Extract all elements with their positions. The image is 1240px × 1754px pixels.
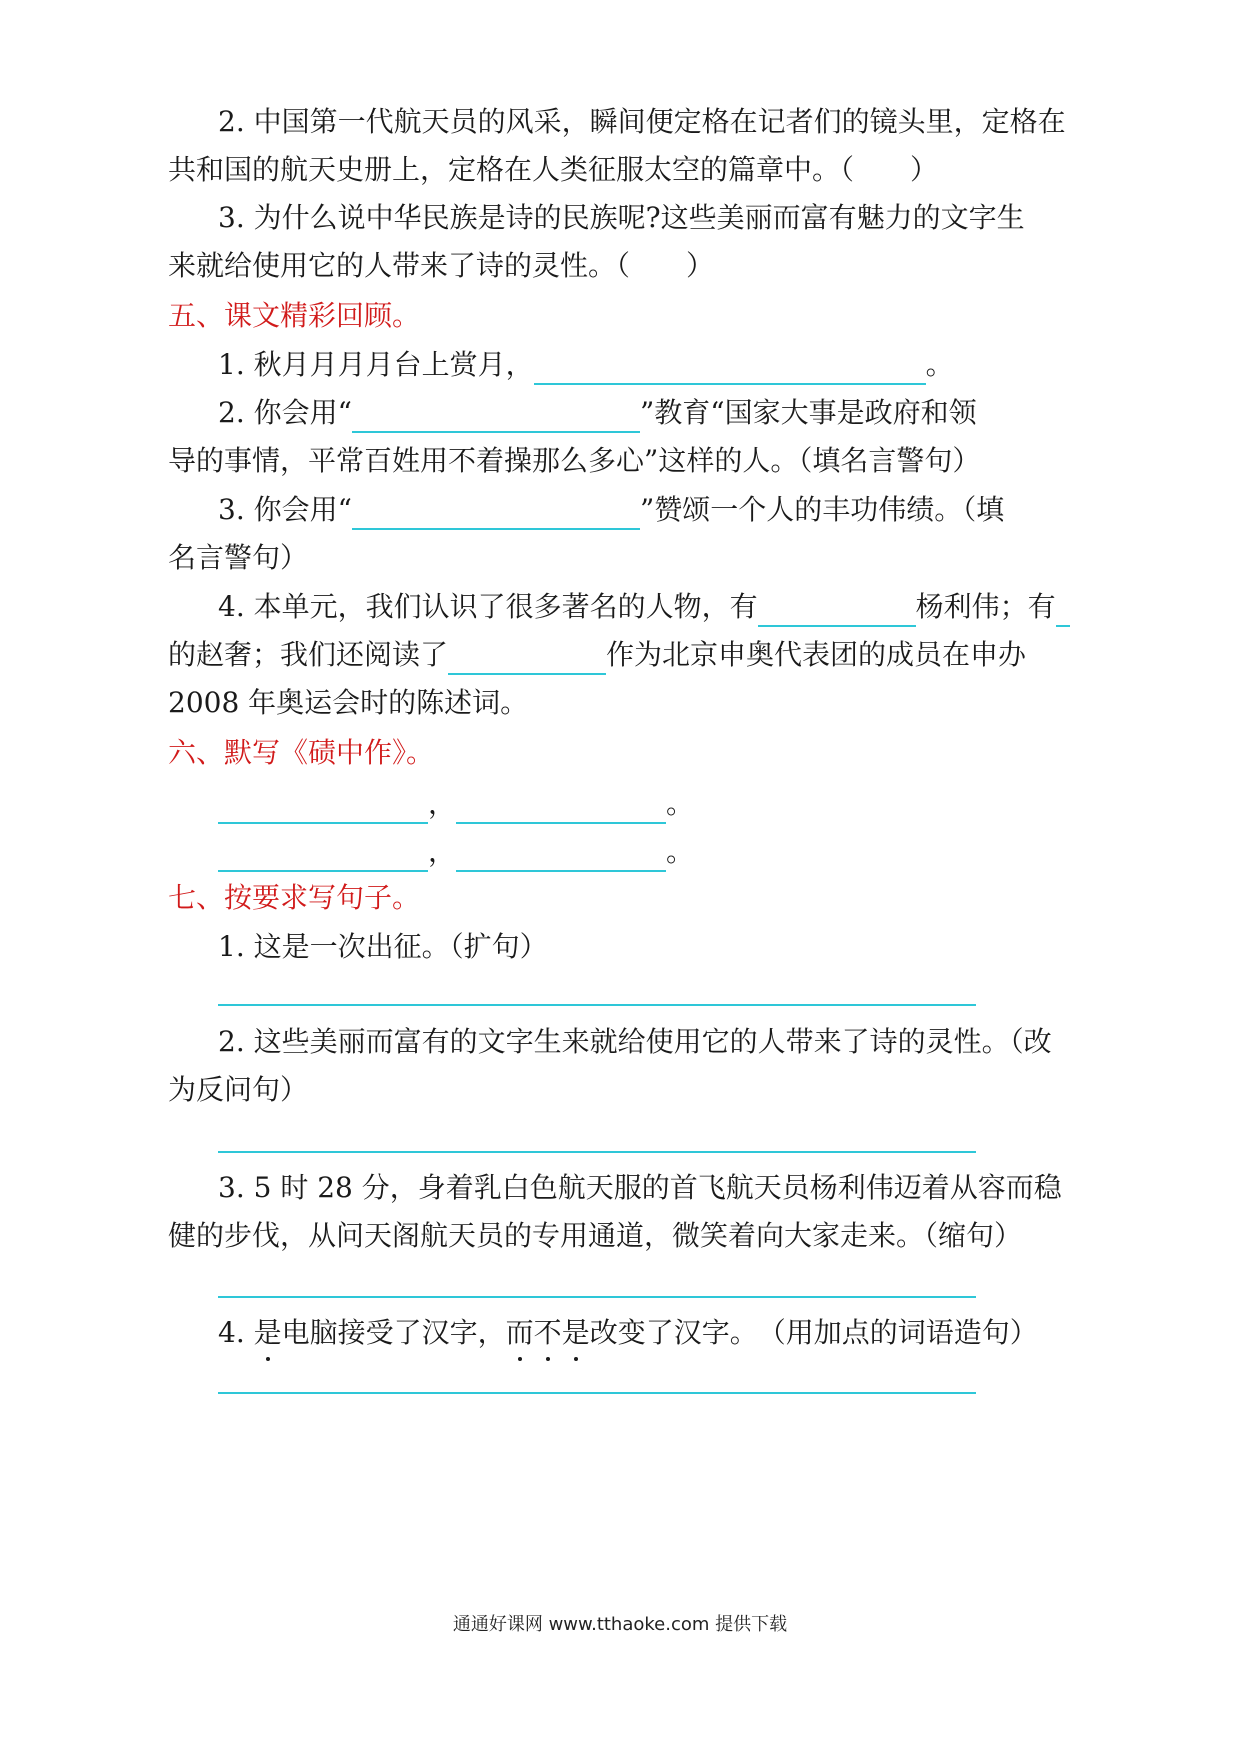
answer-blank[interactable] bbox=[218, 792, 428, 824]
answer-blank[interactable] bbox=[456, 840, 666, 872]
answer-blank[interactable] bbox=[352, 401, 640, 433]
answer-line[interactable] bbox=[218, 1004, 976, 1006]
section5-item4-a: 4. 本单元，我们认识了很多著名的人物，有 bbox=[218, 590, 758, 623]
poem-comma: ， bbox=[428, 787, 457, 820]
answer-line[interactable] bbox=[218, 1296, 976, 1298]
section7-item3-line2: 健的步伐，从问天阁航天员的专用通道，微笑着向大家走来。（缩句） bbox=[168, 1219, 1023, 1252]
section5-item1-suffix: 。 bbox=[925, 348, 954, 381]
answer-blank[interactable] bbox=[534, 353, 926, 385]
answer-blank[interactable] bbox=[448, 643, 606, 675]
section7-item1: 1. 这是一次出征。（扩句） bbox=[218, 930, 548, 963]
section5-item4-d: 作为北京申奥代表团的成员在申办 bbox=[606, 638, 1027, 671]
answer-blank[interactable] bbox=[758, 595, 916, 627]
poem-period: 。 bbox=[666, 787, 695, 820]
section5-item2-line2: 导的事情，平常百姓用不着操那么多心”这样的人。（填名言警句） bbox=[168, 444, 981, 477]
section7-item4-rest: 改变了汉字。 （用加点的词语造句） bbox=[589, 1316, 1038, 1349]
q4-item2-line1: 2. 中国第一代航天员的风采，瞬间便定格在记者们的镜头里，定格在 bbox=[218, 105, 1066, 138]
page-footer: 通通好课网 www.tthaoke.com 提供下载 bbox=[452, 1614, 788, 1635]
q4-item3-line1: 3. 为什么说中华民族是诗的民族呢?这些美丽而富有魅力的文字生 bbox=[218, 201, 1025, 234]
section7-item4 bbox=[218, 1313, 1038, 1353]
section5-item3-suffix: ”赞颂一个人的丰功伟绩。（填 bbox=[639, 493, 1005, 526]
section5-item3-line2: 名言警句） bbox=[168, 541, 309, 574]
section7-item3-line1: 3. 5 时 28 分，身着乳白色航天服的首飞航天员杨利伟迈着从容而稳 bbox=[218, 1171, 1062, 1204]
emphasis-dot-char: 是 bbox=[562, 1313, 590, 1353]
answer-line[interactable] bbox=[218, 1151, 976, 1153]
answer-blank[interactable] bbox=[1056, 595, 1070, 627]
section5-item1-prefix: 1. 秋月月月月台上赏月， bbox=[218, 348, 534, 381]
section6-heading: 六、默写《碛中作》。 bbox=[168, 736, 435, 769]
answer-blank[interactable] bbox=[218, 840, 428, 872]
section5-item2 bbox=[218, 393, 977, 433]
section5-heading: 五、课文精彩回顾。 bbox=[168, 299, 421, 332]
answer-blank[interactable] bbox=[352, 498, 640, 530]
section7-heading: 七、按要求写句子。 bbox=[168, 881, 421, 914]
section7-item4-text: 电脑接受了汉字， bbox=[281, 1316, 506, 1349]
section5-item4-line2 bbox=[168, 635, 1026, 675]
poem-line-1 bbox=[218, 784, 694, 824]
section5-item4-c: 的赵奢；我们还阅读了 bbox=[168, 638, 449, 671]
emphasis-dot-char: 不 bbox=[534, 1313, 562, 1353]
section7-item2-line1: 2. 这些美丽而富有的文字生来就给使用它的人带来了诗的灵性。（改 bbox=[218, 1025, 1052, 1058]
section5-item4-line3: 2008 年奥运会时的陈述词。 bbox=[168, 686, 529, 719]
section5-item4-line1 bbox=[218, 587, 1070, 627]
poem-comma: ， bbox=[428, 835, 457, 868]
section5-item2-prefix: 2. 你会用“ bbox=[218, 396, 352, 429]
section5-item1 bbox=[218, 345, 954, 385]
emphasis-dot-char: 而 bbox=[506, 1313, 534, 1353]
answer-blank[interactable] bbox=[456, 792, 666, 824]
section5-item4-b: 杨利伟；有 bbox=[915, 590, 1056, 623]
answer-line[interactable] bbox=[218, 1392, 976, 1394]
emphasis-dot-char: 是 bbox=[254, 1313, 282, 1353]
section5-item3-prefix: 3. 你会用“ bbox=[218, 493, 352, 526]
q4-item3-line2: 来就给使用它的人带来了诗的灵性。（ ） bbox=[168, 249, 715, 282]
section5-item3 bbox=[218, 490, 1004, 530]
poem-period: 。 bbox=[666, 835, 695, 868]
q4-item2-line2: 共和国的航天史册上，定格在人类征服太空的篇章中。（ ） bbox=[168, 153, 939, 186]
poem-line-2 bbox=[218, 832, 694, 872]
section7-item4-number: 4. bbox=[218, 1316, 254, 1349]
section7-item2-line2: 为反问句） bbox=[168, 1073, 309, 1106]
section5-item2-suffix: ”教育“国家大事是政府和领 bbox=[639, 396, 977, 429]
